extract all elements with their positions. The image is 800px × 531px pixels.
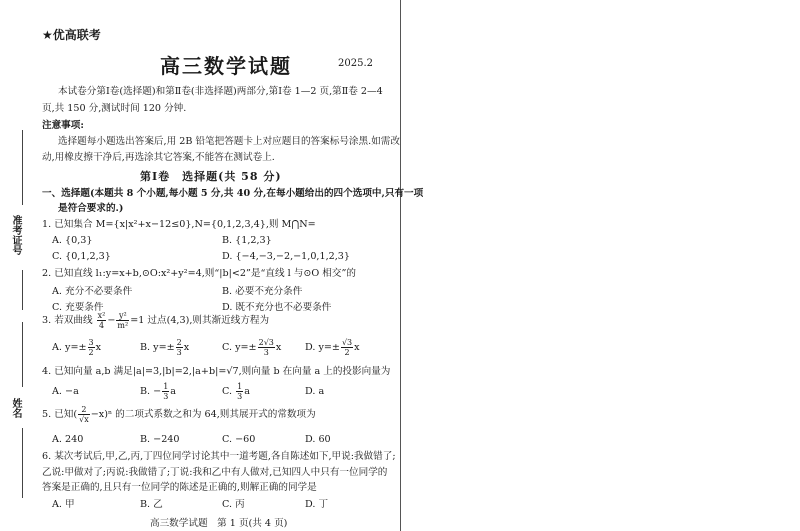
q4-c-frac xyxy=(236,382,243,401)
q3-m2: m² xyxy=(117,321,129,330)
q4-b-pre: B. − xyxy=(140,386,162,397)
q3-a-frac xyxy=(88,338,95,357)
page-title: 高三数学试题 xyxy=(160,54,292,78)
intro-line-2: 页,共 150 分,测试时间 120 分钟. xyxy=(42,103,187,114)
question-3-option-c xyxy=(222,338,281,357)
question-5-stem xyxy=(42,404,316,426)
name-label: 姓名 xyxy=(10,398,21,418)
q3-c-post: x xyxy=(275,342,282,353)
q4-c-num: 1 xyxy=(237,382,243,391)
question-3-stem-post: =1 过点(4,3),则其渐近线方程为 xyxy=(130,315,270,326)
question-3-fraction-x xyxy=(97,311,107,330)
q3-a-pre: A. y=± xyxy=(52,342,87,353)
question-2-option-d: D. 既不充分也不必要条件 xyxy=(222,302,332,313)
question-4-option-a: A. −a xyxy=(52,386,79,397)
question-2-stem: 2. 已知直线 l₁:y=x+b,⊙O:x²+y²=4,则“|b|<2”是“直线 l 与⊙O 相交”的 xyxy=(42,268,356,279)
q3-c-pre: C. y=± xyxy=(222,342,257,353)
question-3-fraction-y xyxy=(116,311,129,330)
q3-d-frac xyxy=(341,338,353,357)
section-title: 第Ⅰ卷 选择题(共 58 分) xyxy=(140,170,282,183)
exam-number-label: 准考证号 xyxy=(10,215,21,255)
question-5-option-b: B. −240 xyxy=(140,434,180,445)
question-2-option-b: B. 必要不充分条件 xyxy=(222,286,303,297)
binding-line-mid2 xyxy=(22,322,23,387)
question-1-option-a: A. {0,3} xyxy=(52,235,93,246)
q3-y2: y² xyxy=(116,311,129,321)
question-2-option-a: A. 充分不必要条件 xyxy=(52,286,133,297)
q4-c-pre: C. xyxy=(222,386,236,397)
question-6-option-c: C. 丙 xyxy=(222,499,245,510)
section-instruction-1: 一、选择题(本题共 8 个小题,每小题 5 分,共 40 分,在每小题给出的四个选项中,只有一项 xyxy=(42,188,424,199)
q4-c-post: a xyxy=(244,386,250,397)
page-footer: 高三数学试题 第 1 页(共 4 页) xyxy=(150,518,288,529)
q3-c-den: 3 xyxy=(263,348,269,357)
intro-line-1: 本试卷分第Ⅰ卷(选择题)和第Ⅱ卷(非选择题)两部分,第Ⅰ卷 1—2 页,第Ⅱ卷 2—4 xyxy=(58,86,383,97)
q3-d-post: x xyxy=(354,342,360,353)
question-3-stem-pre: 3. 若双曲线 xyxy=(42,315,93,326)
question-5-option-a: A. 240 xyxy=(52,434,84,445)
binding-line-mid xyxy=(22,270,23,310)
q3-a-post: x xyxy=(95,342,102,353)
page-divider xyxy=(400,0,401,531)
q4-c-den: 3 xyxy=(237,392,243,401)
q4-b-post: a xyxy=(170,386,177,397)
binding-line-top xyxy=(22,130,23,205)
question-3-stem: 3. 若双曲线 $\frac{\text{x²}}{4}$ − $\frac{\text{y²}}{\text{m²}}$ =1 过点(4,3),则其渐近线方程为 xyxy=(42,311,270,330)
q4-b-num: 1 xyxy=(163,382,169,391)
notice-line-1: 选择题每小题选出答案后,用 2B 铅笔把答题卡上对应题目的答案标号涂黑.如需改 xyxy=(58,136,400,147)
q5-den: √x xyxy=(79,415,89,424)
section-instruction-2: 是符合要求的.) xyxy=(58,203,124,214)
q3-b-pre: B. y=± xyxy=(140,342,175,353)
exam-date: 2025.2 xyxy=(338,58,373,69)
question-6-option-d: D. 丁 xyxy=(305,499,329,510)
q3-x2: x² xyxy=(97,311,106,320)
question-4-option-d: D. a xyxy=(305,386,325,397)
q3-a-num: 3 xyxy=(88,338,94,347)
question-1-option-d: D. {−4,−3,−2,−1,0,1,2,3} xyxy=(222,251,350,262)
q3-a-den: 2 xyxy=(88,348,94,357)
binding-line-bottom xyxy=(22,428,23,498)
question-4-option-b xyxy=(140,382,176,401)
notice-title: 注意事项: xyxy=(42,120,84,131)
question-1-option-c: C. {0,1,2,3} xyxy=(52,251,111,262)
q5-stem-post: −x)ⁿ 的二项式系数之和为 64,则其展开式的常数项为 xyxy=(90,409,316,420)
q3-d-pre: D. y=± xyxy=(305,342,340,353)
q5-num: 2 xyxy=(78,405,90,415)
q4-b-frac xyxy=(162,382,169,401)
question-1-option-b: B. {1,2,3} xyxy=(222,235,272,246)
q3-b-frac xyxy=(176,338,183,357)
question-4-option-c xyxy=(222,382,250,401)
q3-b-num: 2 xyxy=(176,338,182,347)
question-6-line-1: 6. 某次考试后,甲,乙,丙,丁四位同学讨论其中一道考题,各自陈述如下,甲说:我做错了; xyxy=(42,451,396,462)
q3-d-num: √3 xyxy=(341,338,353,347)
question-1-stem: 1. 已知集合 M={x|x²+x−12≤0},N={0,1,2,3,4},则 M⋂N= xyxy=(42,219,316,230)
question-2-option-c: C. 充要条件 xyxy=(52,302,104,313)
q3-four: 4 xyxy=(98,321,105,330)
q3-b-den: 3 xyxy=(176,348,182,357)
q3-d-den: 2 xyxy=(344,348,350,357)
q3-b-post: x xyxy=(183,342,190,353)
q5-stem-pre: 5. 已知( xyxy=(42,409,78,420)
question-3-option-d xyxy=(305,338,360,357)
question-6-line-3: 答案是正确的,且只有一位同学的陈述是正确的,则解正确的同学是 xyxy=(42,482,317,493)
question-6-option-a: A. 甲 xyxy=(52,499,75,510)
q3-c-frac xyxy=(258,338,275,357)
q3-c-num: 2√3 xyxy=(258,338,274,347)
exam-badge: ★优高联考 xyxy=(42,28,101,42)
notice-line-2: 动,用橡皮擦干净后,再选涂其它答案,不能答在测试卷上. xyxy=(42,152,275,163)
question-4-stem: 4. 已知向量 a,b 满足|a|=3,|b|=2,|a+b|=√7,则向量 b 在向量 a 上的投影向量为 xyxy=(42,366,391,377)
question-5-option-c: C. −60 xyxy=(222,434,256,445)
question-6-line-2: 乙说:甲做对了;丙说:我做错了;丁说:我和乙中有人做对,已知四人中只有一位同学的 xyxy=(42,467,388,478)
q5-frac xyxy=(78,405,90,424)
question-3-option-b xyxy=(140,338,189,357)
question-3-option-a xyxy=(52,338,101,357)
q4-b-den: 3 xyxy=(163,392,169,401)
question-6-option-b: B. 乙 xyxy=(140,499,163,510)
question-5-option-d: D. 60 xyxy=(305,434,331,445)
